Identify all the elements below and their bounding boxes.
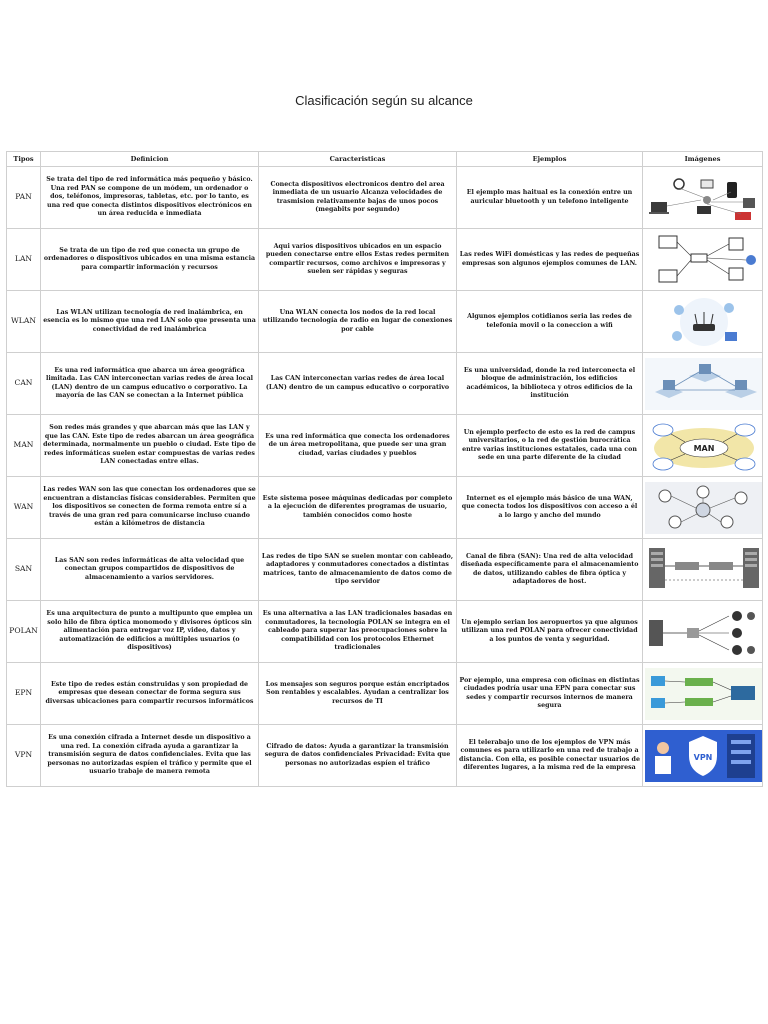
cell-imagen: [643, 291, 763, 353]
cell-ejemplos: Canal de fibra (SAN): Una red de alta velocidad diseñada específicamente para el almacenamiento de datos, utilizando cables de fibra óptica y adaptadores de host.: [457, 539, 643, 601]
cell-imagen: [643, 725, 763, 787]
cell-ejemplos: El ejemplo mas haitual es la conexión entre un auricular bluetooth y un telefono inteligente: [457, 167, 643, 229]
man-metro-diagram: [645, 420, 763, 472]
table-row-wlan: [7, 291, 763, 353]
cell-tipo: WAN: [7, 477, 41, 539]
can-campus-diagram: [645, 358, 763, 410]
cell-caracteristicas: Una WLAN conecta los nodos de la red local utilizando tecnología de radio en lugar de conexiones por cable: [259, 291, 457, 353]
cell-imagen: [643, 601, 763, 663]
cell-definicion: Este tipo de redes están construidas y son propiedad de empresas que desean conectar de forma segura sus diversas ubicaciones para compartir recursos informáticos: [41, 663, 259, 725]
cell-imagen: [643, 477, 763, 539]
cell-imagen: [643, 353, 763, 415]
cell-ejemplos: Un ejemplo perfecto de esto es la red de campus universitarios, o la red de gestión burocrática entre varias instituciones estatales, cada una con sede en una parte diferente de la ciudad: [457, 415, 643, 477]
header-imagenes: Imágenes: [643, 152, 763, 167]
cell-tipo: WLAN: [7, 291, 41, 353]
cell-imagen: [643, 663, 763, 725]
cell-ejemplos: Un ejemplo serian los aeropuertos ya que algunos utilizan una red POLAN para ofrecer conectividad a los puntos de venta y seguridad.: [457, 601, 643, 663]
cell-tipo: EPN: [7, 663, 41, 725]
table-row-vpn: [7, 725, 763, 787]
cell-ejemplos: Las redes WiFi domésticas y las redes de pequeñas empresas son algunos ejemplos comunes de LAN.: [457, 229, 643, 291]
network-classification-table: [6, 151, 763, 787]
page-title: Clasificación según su alcance: [295, 93, 473, 108]
table-row-san: [7, 539, 763, 601]
cell-ejemplos: Es una universidad, donde la red interconecta el bloque de administración, los edificios académicos, la biblioteca y otros edificios de la institución: [457, 353, 643, 415]
table-row-pan: [7, 167, 763, 229]
header-definicion: Definicion: [41, 152, 259, 167]
cell-caracteristicas: Este sistema posee máquinas dedicadas por completo a la ejecución de diferentes programas de usuario, también conocidos como hoste: [259, 477, 457, 539]
cell-definicion: Es una arquitectura de punto a multipunto que emplea un solo hilo de fibra óptica monomodo y divisores ópticos sin alimentación para entregar voz IP, video, datos y automatización de edificios a múltiples usuarios (o dispositivos): [41, 601, 259, 663]
san-storage-diagram: [645, 544, 763, 596]
cell-ejemplos: Internet es el ejemplo más básico de una WAN, que conecta todos los dispositivos con acceso a él a lo largo y ancho del mundo: [457, 477, 643, 539]
epn-enterprise-diagram: [645, 668, 763, 720]
cell-imagen: [643, 415, 763, 477]
cell-ejemplos: Por ejemplo, una empresa con oficinas en distintas ciudades podría usar una EPN para conectar sus sedes y compartir recursos internos de manera segura: [457, 663, 643, 725]
cell-caracteristicas: Las CAN interconectan varias redes de área local (LAN) dentro de un campus educativo o corporativo: [259, 353, 457, 415]
cell-tipo: POLAN: [7, 601, 41, 663]
polan-fiber-diagram: [645, 606, 763, 658]
man-label: MAN: [693, 443, 715, 453]
cell-caracteristicas: Es una alternativa a las LAN tradicionales basadas en conmutadores, la tecnología POLAN se integra en el cableado para superar las preocupaciones sobre la compatibilidad con los protocolos Ethernet tradicionales: [259, 601, 457, 663]
table-row-lan: [7, 229, 763, 291]
cell-definicion: Las WLAN utilizan tecnología de red inalámbrica, en esencia es lo mismo que una red LAN solo que presenta una conectividad de red inalámbrica: [41, 291, 259, 353]
table-header-row: [7, 152, 763, 167]
header-tipos: Tipos: [7, 152, 41, 167]
cell-caracteristicas: Conecta dispositivos electronicos dentro del area inmediata de un usuario Alcanza velocidades de trasmision relativamente bajas de unos pocos (megabits por segundo): [259, 167, 457, 229]
cell-tipo: CAN: [7, 353, 41, 415]
cell-caracteristicas: Aqui varios dispositivos ubicados en un espacio pueden conectarse entre ellos Estas redes permiten compartir recursos, como archivos e impresoras y suelen ser rápidas y seguras: [259, 229, 457, 291]
cell-definicion: Es una red informática que abarca un área geográfica limitada. Las CAN interconectan varias redes de área local (LAN) dentro de un campus educativo o corporativo. La mayoría de las CAN se conectan a la Internet pública: [41, 353, 259, 415]
cell-caracteristicas: Los mensajes son seguros porque están encriptados Son rentables y escalables. Ayudan a centralizar los recursos de TI: [259, 663, 457, 725]
cell-imagen: [643, 539, 763, 601]
header-ejemplos: Ejemplos: [457, 152, 643, 167]
wan-network-diagram: [645, 482, 763, 534]
lan-network-diagram: [645, 234, 763, 286]
cell-tipo: VPN: [7, 725, 41, 787]
cell-definicion: Se trata del tipo de red informática más pequeño y básico. Una red PAN se compone de un módem, un ordenador o dos, teléfonos, impresoras, tabletas, etc. por lo tanto, es una red que conecta distintos dispositivos electrónicos en un área reducida e inmediata: [41, 167, 259, 229]
cell-ejemplos: El telerabajo uno de los ejemplos de VPN más comunes es para utilizarlo en una red de trabajo a distancia. Con ella, es posible conectar usuarios de diferentes lugares, a la misma red de la empresa: [457, 725, 643, 787]
cell-definicion: Es una conexión cifrada a Internet desde un dispositivo a una red. La conexión cifrada ayuda a garantizar la transmisión segura de datos confidenciales. Evita que las personas no autorizadas espíen el tráfico y permite que el usuario trabaje de manera remota: [41, 725, 259, 787]
cell-definicion: Las redes WAN son las que conectan los ordenadores que se encuentran a distancias físicas considerables. Permiten que los dispositivos se conecten de forma remota entre sí a través de una gran red para comunicarse incluso cuando están a kilómetros de distancia: [41, 477, 259, 539]
cell-tipo: LAN: [7, 229, 41, 291]
cell-tipo: SAN: [7, 539, 41, 601]
cell-ejemplos: Algunos ejemplos cotidianos seria las redes de telefonia movil o la coneccion a wifi: [457, 291, 643, 353]
table-row-wan: [7, 477, 763, 539]
cell-definicion: Son redes más grandes y que abarcan más que las LAN y que las CAN. Este tipo de redes abarcan un área geográfica determinada, normalmente un pueblo o ciudad. Este tipo de redes informáticas suelen estar compuestas de varias redes LAN conectadas entre ellas.: [41, 415, 259, 477]
cell-definicion: Las SAN son redes informáticas de alta velocidad que conectan grupos compartidos de dispositivos de almacenamiento a varios servidores.: [41, 539, 259, 601]
cell-imagen: [643, 229, 763, 291]
cell-definicion: Se trata de un tipo de red que conecta un grupo de ordenadores o dispositivos ubicados en una misma estancia para compartir información y recursos: [41, 229, 259, 291]
table-row-epn: [7, 663, 763, 725]
cell-caracteristicas: Las redes de tipo SAN se suelen montar con cableado, adaptadores y conmutadores conectados a distintas matrices, tanto de almacenamiento de datos como de tipo servidor: [259, 539, 457, 601]
cell-caracteristicas: Cifrado de datos: Ayuda a garantizar la transmisión segura de datos confidenciales Privacidad: Evita que personas no autorizadas espíen el tráfico: [259, 725, 457, 787]
table-row-man: [7, 415, 763, 477]
cell-tipo: PAN: [7, 167, 41, 229]
cell-caracteristicas: Es una red informática que conecta los ordenadores de un área metropolitana, que puede ser una gran ciudad, varias ciudades y pueblos: [259, 415, 457, 477]
pan-devices-diagram: [645, 172, 763, 224]
header-caracteristicas: Caracteristicas: [259, 152, 457, 167]
table-row-can: [7, 353, 763, 415]
vpn-label: VPN: [693, 752, 713, 762]
cell-imagen: [643, 167, 763, 229]
cell-tipo: MAN: [7, 415, 41, 477]
table-row-polan: [7, 601, 763, 663]
wlan-router-diagram: [645, 296, 763, 348]
vpn-shield-illustration: [645, 730, 763, 782]
